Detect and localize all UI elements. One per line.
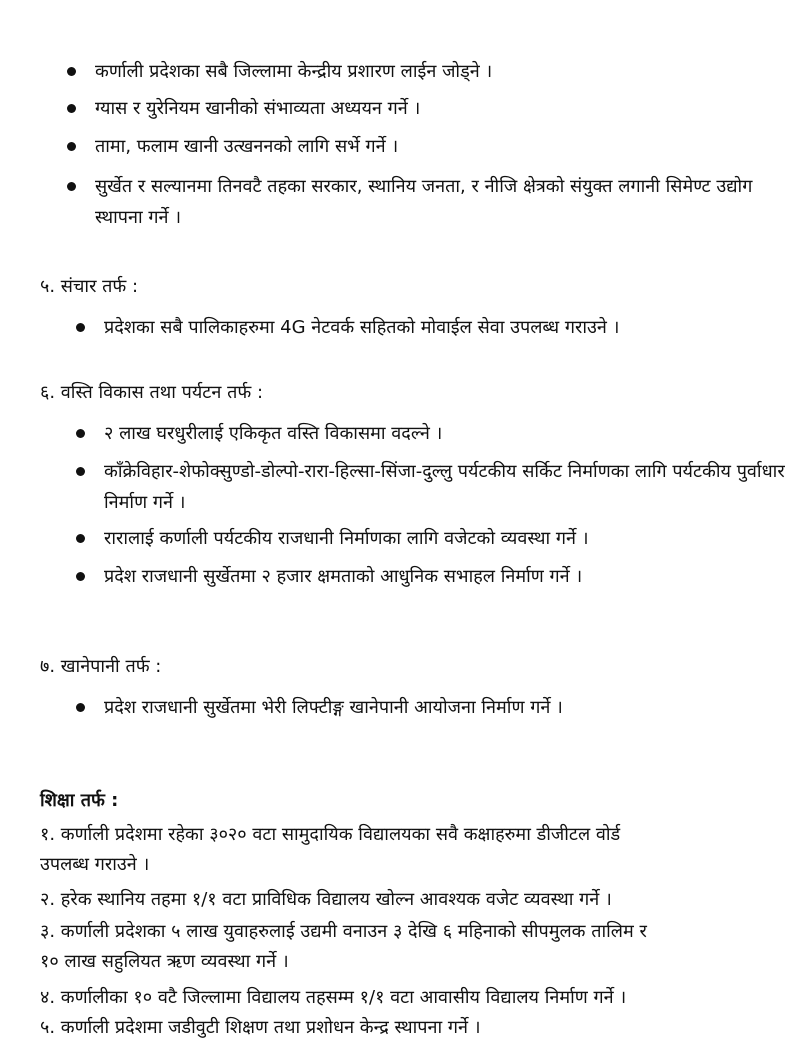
section-heading-communication: ५. संचार तर्फ : — [40, 276, 139, 297]
numbered-line: ५. कर्णाली प्रदेशमा जडीवुटी शिक्षण तथा प्रशोधन केन्द्र स्थापना गर्ने । — [40, 1017, 481, 1038]
bullet-icon — [67, 142, 76, 151]
numbered-line: १० लाख सहुलियत ऋण व्यवस्था गर्ने । — [40, 951, 289, 972]
bullet-text: प्रदेशका सबै पालिकाहरुमा 4G नेटवर्क सहितको मोवाईल सेवा उपलब्ध गराउने । — [104, 317, 620, 338]
numbered-line: २. हरेक स्थानिय तहमा १/१ वटा प्राविधिक विद्यालय खोल्न आवश्यक वजेट व्यवस्था गर्ने । — [40, 889, 612, 910]
bullet-text: तामा, फलाम खानी उत्खननको लागि सर्भे गर्ने । — [95, 136, 399, 157]
bullet-icon — [76, 703, 85, 712]
numbered-line: ३. कर्णाली प्रदेशका ५ लाख युवाहरुलाई उद्यमी वनाउन ३ देखि ६ महिनाको सीपमुलक तालिम र — [40, 921, 647, 942]
bullet-icon — [67, 182, 76, 191]
bullet-icon — [76, 429, 85, 438]
bullet-icon — [76, 534, 85, 543]
bullet-text: प्रदेश राजधानी सुर्खेतमा २ हजार क्षमताको आधुनिक सभाहल निर्माण गर्ने । — [104, 566, 583, 587]
bullet-icon — [76, 323, 85, 332]
section-heading-drinking-water: ७. खानेपानी तर्फ : — [40, 656, 162, 677]
bullet-text: ग्यास र युरेनियम खानीको संभाव्यता अध्ययन गर्ने । — [95, 98, 421, 119]
bullet-text: काँक्रेविहार-शेफोक्सुण्डो-डोल्पो-रारा-हिल्सा-सिंजा-दुल्लु पर्यटकीय सर्किट निर्माणका लागि पर्यटकीय पुर्वाधार निर्माण गर्ने । — [104, 461, 785, 513]
bullet-icon — [76, 572, 85, 581]
bullet-icon — [76, 467, 85, 476]
section-heading-education: शिक्षा तर्फ : — [40, 790, 119, 811]
bullet-text: कर्णाली प्रदेशका सबै जिल्लामा केन्द्रीय प्रशारण लाईन जोड्ने । — [95, 61, 493, 82]
numbered-line: ४. कर्णालीका १० वटै जिल्लामा विद्यालय तहसम्म १/१ वटा आवासीय विद्यालय निर्माण गर्ने । — [40, 987, 627, 1008]
numbered-line: उपलब्ध गराउने । — [40, 854, 150, 875]
bullet-icon — [67, 104, 76, 113]
bullet-text: रारालाई कर्णाली पर्यटकीय राजधानी निर्माणका लागि वजेटको व्यवस्था गर्ने । — [104, 528, 589, 549]
bullet-text: २ लाख घरधुरीलाई एकिकृत वस्ति विकासमा वदल्ने । — [104, 423, 443, 444]
bullet-text: सुर्खेत र सल्यानमा तिनवटै तहका सरकार, स्थानिय जनता, र नीजि क्षेत्रको संयुक्त लगानी सिमेण्ट उद्योग स्थापना गर्ने । — [95, 176, 753, 228]
section-heading-settlement-tourism: ६. वस्ति विकास तथा पर्यटन तर्फ : — [40, 382, 264, 403]
numbered-line: १. कर्णाली प्रदेशमा रहेका ३०२० वटा सामुदायिक विद्यालयका सवै कक्षाहरुमा डीजीटल वोर्ड — [40, 824, 621, 845]
bullet-text: प्रदेश राजधानी सुर्खेतमा भेरी लिफ्टीङ्ग खानेपानी आयोजना निर्माण गर्ने । — [104, 697, 563, 718]
bullet-icon — [67, 67, 76, 76]
